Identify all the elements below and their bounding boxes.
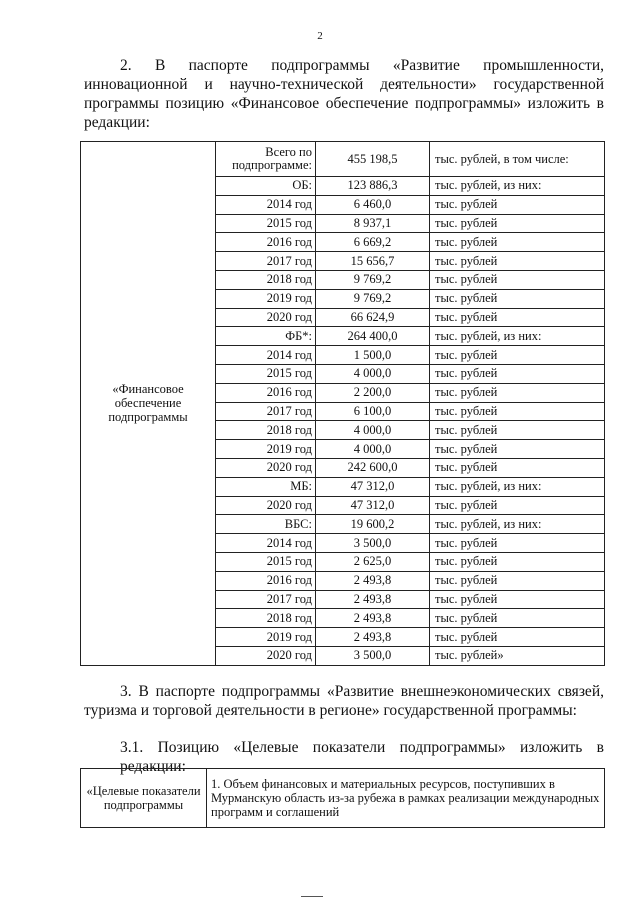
finance-key: 2016 год	[216, 571, 316, 590]
finance-key: ОБ:	[216, 177, 316, 196]
finance-unit: тыс. рублей»	[430, 646, 605, 665]
finance-value: 2 493,8	[316, 590, 430, 609]
finance-key: ФБ*:	[216, 327, 316, 346]
finance-value: 6 100,0	[316, 402, 430, 421]
finance-value: 2 625,0	[316, 552, 430, 571]
finance-value: 4 000,0	[316, 440, 430, 459]
finance-value: 15 656,7	[316, 252, 430, 271]
finance-label: «Финансовое обеспечение подпрограммы	[81, 142, 216, 666]
finance-unit: тыс. рублей	[430, 383, 605, 402]
finance-unit: тыс. рублей	[430, 308, 605, 327]
finance-value: 4 000,0	[316, 364, 430, 383]
finance-value: 242 600,0	[316, 458, 430, 477]
finance-unit: тыс. рублей	[430, 233, 605, 252]
finance-unit: тыс. рублей	[430, 552, 605, 571]
finance-value: 9 769,2	[316, 289, 430, 308]
finance-unit: тыс. рублей, из них:	[430, 327, 605, 346]
finance-unit: тыс. рублей	[430, 421, 605, 440]
finance-value: 47 312,0	[316, 477, 430, 496]
footer-mark	[301, 896, 323, 897]
paragraph-2: 2. В паспорте подпрограммы «Развитие промышленности, инновационной и научно-технической деятельности» государственной программы позицию «Финансовое обеспечение подпрограммы» изложить в редакции:	[84, 57, 604, 131]
finance-unit: тыс. рублей	[430, 590, 605, 609]
finance-key: 2018 год	[216, 421, 316, 440]
finance-key: 2015 год	[216, 214, 316, 233]
finance-unit: тыс. рублей, из них:	[430, 477, 605, 496]
paragraph-3-1: 3.1. Позицию «Целевые показатели подпрограммы» изложить в редакции:	[120, 739, 604, 775]
targets-row	[81, 769, 605, 828]
finance-key: 2020 год	[216, 308, 316, 327]
finance-value: 8 937,1	[316, 214, 430, 233]
finance-key: 2017 год	[216, 402, 316, 421]
finance-key: 2014 год	[216, 346, 316, 365]
finance-value: 1 500,0	[316, 346, 430, 365]
paragraph-3: 3. В паспорте подпрограммы «Развитие внешнеэкономических связей, туризма и торговой деятельности в регионе» государственной программы:	[84, 683, 604, 719]
finance-key: 2015 год	[216, 364, 316, 383]
finance-unit: тыс. рублей, из них:	[430, 515, 605, 534]
finance-unit: тыс. рублей	[430, 458, 605, 477]
finance-value: 47 312,0	[316, 496, 430, 515]
finance-unit: тыс. рублей	[430, 270, 605, 289]
finance-key: 2016 год	[216, 233, 316, 252]
finance-key: 2014 год	[216, 195, 316, 214]
finance-row	[81, 142, 605, 177]
finance-value: 19 600,2	[316, 515, 430, 534]
finance-value: 66 624,9	[316, 308, 430, 327]
finance-key: 2019 год	[216, 628, 316, 647]
finance-key: 2020 год	[216, 496, 316, 515]
finance-value: 2 493,8	[316, 609, 430, 628]
targets-label: «Целевые показатели подпрограммы	[81, 769, 207, 828]
finance-value: 4 000,0	[316, 421, 430, 440]
finance-unit: тыс. рублей	[430, 346, 605, 365]
finance-value: 3 500,0	[316, 646, 430, 665]
finance-unit: тыс. рублей	[430, 195, 605, 214]
finance-unit: тыс. рублей	[430, 214, 605, 233]
finance-unit: тыс. рублей	[430, 628, 605, 647]
finance-table	[80, 141, 605, 666]
finance-key: МБ:	[216, 477, 316, 496]
finance-value: 264 400,0	[316, 327, 430, 346]
finance-value: 455 198,5	[316, 142, 430, 177]
finance-value: 6 669,2	[316, 233, 430, 252]
finance-key: ВБС:	[216, 515, 316, 534]
finance-unit: тыс. рублей	[430, 252, 605, 271]
finance-unit: тыс. рублей	[430, 609, 605, 628]
finance-key: 2019 год	[216, 289, 316, 308]
finance-key: 2018 год	[216, 609, 316, 628]
finance-key: Всего по подпрограмме:	[216, 142, 316, 177]
page-number: 2	[317, 30, 323, 42]
finance-key: 2018 год	[216, 270, 316, 289]
finance-value: 6 460,0	[316, 195, 430, 214]
finance-unit: тыс. рублей	[430, 496, 605, 515]
finance-unit: тыс. рублей	[430, 364, 605, 383]
finance-value: 2 493,8	[316, 571, 430, 590]
finance-unit: тыс. рублей	[430, 402, 605, 421]
finance-key: 2020 год	[216, 458, 316, 477]
finance-key: 2019 год	[216, 440, 316, 459]
finance-unit: тыс. рублей	[430, 571, 605, 590]
finance-key: 2017 год	[216, 590, 316, 609]
finance-key: 2020 год	[216, 646, 316, 665]
finance-unit: тыс. рублей	[430, 440, 605, 459]
finance-unit: тыс. рублей	[430, 534, 605, 553]
targets-text: 1. Объем финансовых и материальных ресурсов, поступивших в Мурманскую область из-за рубежа в рамках реализации международных программ и соглашений	[207, 769, 605, 828]
finance-key: 2016 год	[216, 383, 316, 402]
finance-unit: тыс. рублей	[430, 289, 605, 308]
finance-key: 2015 год	[216, 552, 316, 571]
finance-value: 2 493,8	[316, 628, 430, 647]
targets-table	[80, 768, 605, 828]
finance-key: 2014 год	[216, 534, 316, 553]
finance-unit: тыс. рублей, в том числе:	[430, 142, 605, 177]
finance-value: 9 769,2	[316, 270, 430, 289]
finance-unit: тыс. рублей, из них:	[430, 177, 605, 196]
finance-value: 3 500,0	[316, 534, 430, 553]
finance-key: 2017 год	[216, 252, 316, 271]
finance-value: 123 886,3	[316, 177, 430, 196]
finance-value: 2 200,0	[316, 383, 430, 402]
